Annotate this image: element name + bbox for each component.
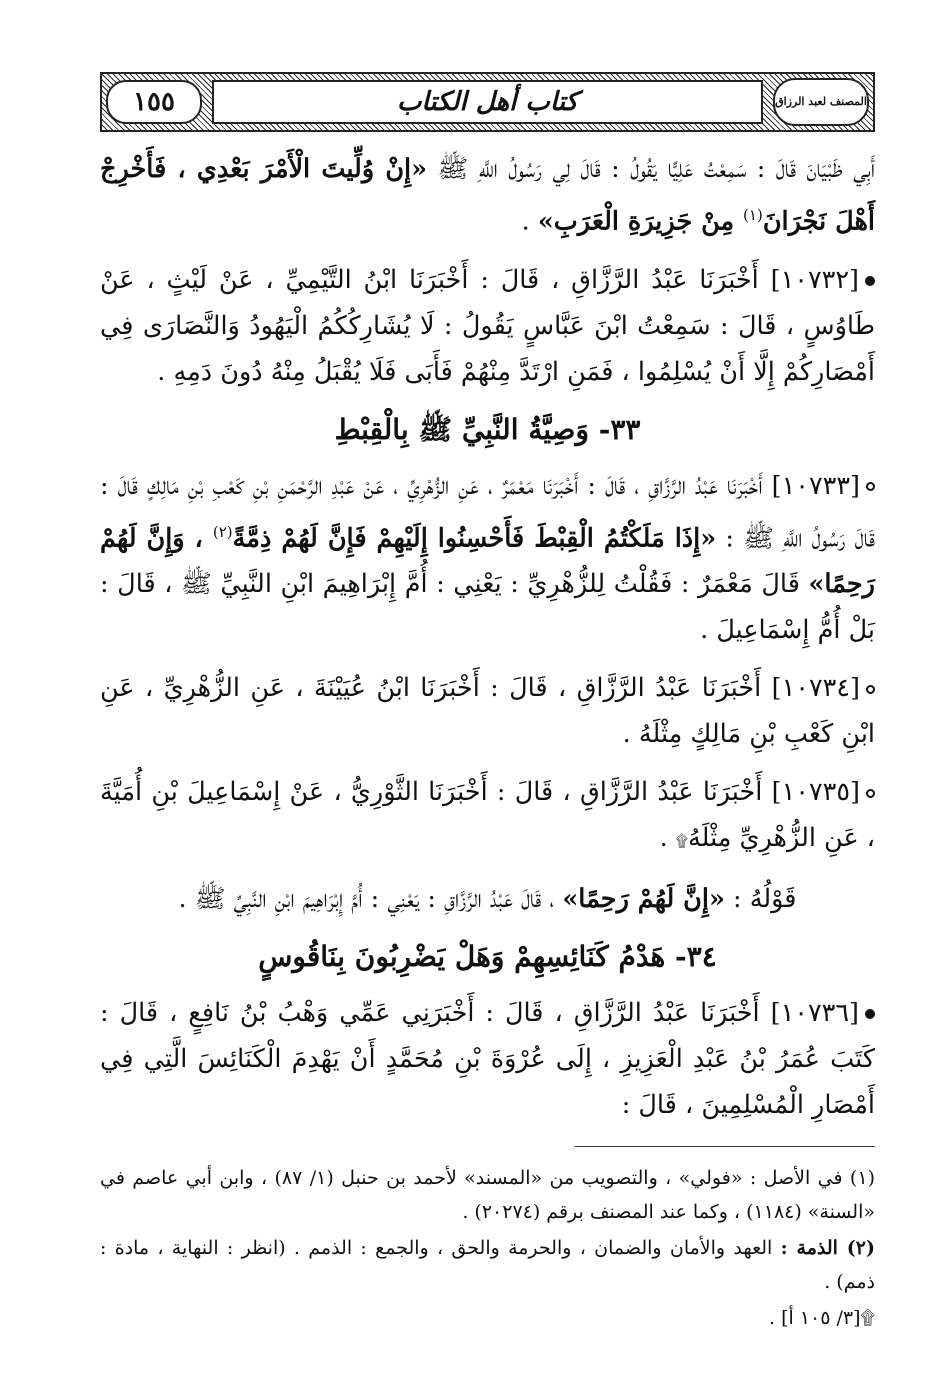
running-title: كتاب أهل الكتاب: [212, 80, 763, 124]
section-heading-33: ٣٣- وَصِيَّةُ النَّبِيِّ ﷺ بِالْقِبْطِ: [334, 412, 641, 446]
footnote-1: (١) في الأصل : «فولي» ، والتصويب من «المسند» لأحمد بن حنبل (١/ ٨٧) ، وابن أبي عاصم في «السنة» (١١٨٤) ، وكما عند المصنف برقم (٢٠٢٧٤) .: [100, 1167, 875, 1223]
narration-number: [١٠٧٣٤]: [771, 673, 860, 703]
narration-10732: [١٠٧٣٢] أَخْبَرَنَا عَبْدُ الرَّزَّاقِ ، قَالَ : أَخْبَرَنَا ابْنُ التَّيْمِيِّ ، عَنْ لَيْثٍ ، عَنْ طَاوُسٍ ، قَالَ : سَمِعْتُ ابْنَ عَبَّاسٍ يَقُولُ : لَا يُشَارِكُكُمُ الْيَهُودُ وَالنَّصَارَى فِي أَمْصَارِكُمْ إِلَّا أَنْ يُسْلِمُوا ، فَمَنِ ارْتَدَّ مِنْهُمْ فَأَبَى فَلَا يُقْبَلُ مِنْهُ دُونَ دَمِهِ .: [100, 264, 875, 387]
hadith-quote: «إِنْ وُلِّيتَ الْأَمْرَ بَعْدِي ، فَأَخْرِجْ أَهْلَ نَجْرَانَ: [100, 154, 875, 237]
footnote-ref-1[interactable]: (١): [743, 206, 763, 224]
commentary-line: قَوْلُهُ : «إِنَّ لَهُمْ رَحِمًا» ، قَالَ عَبْدُ الرَّزَّاقِ : يَعْنِي : أُمَّ إِبْرَاهِيمَ ابْنِ النَّبِيِّ ﷺ .: [178, 884, 797, 914]
paragraph-continuation: أَبِي ظَبْيَانَ قَالَ : سَمِعْتُ عَلِيًّا يَقُولُ : قَالَ لِي رَسُولُ اللَّهِ ﷺ «إِنْ وُلِّيتَ الْأَمْرَ بَعْدِي ، فَأَخْرِجْ أَهْلَ نَجْرَانَ$^{(١)}$ مِنْ جَزِيرَةِ الْعَرَبِ» .: [100, 154, 875, 237]
narration-number: [١٠٧٣٢]: [770, 264, 859, 295]
ring-icon: [866, 482, 875, 491]
ring-icon: [866, 685, 875, 694]
narration-10735: [١٠٧٣٥] أَخْبَرَنَا عَبْدُ الرَّزَّاقِ ، قَالَ : أَخْبَرَنَا الثَّوْرِيُّ ، عَنْ إِسْمَاعِيلَ بْنِ أُمَيَّةَ ، عَنِ الزُّهْرِيِّ مِثْلَهُ۩ .: [100, 777, 875, 853]
hadith-quote: «إِنَّ لَهُمْ رَحِمًا»: [562, 884, 725, 914]
footnote-ref-2[interactable]: (٢): [212, 522, 233, 541]
footnote-2-label: (٢) الذمة :: [780, 1237, 875, 1259]
ring-icon: [866, 789, 875, 798]
narration-10733: [١٠٧٣٣] أَخْبَرَنَا عَبْدُ الرَّزَّاقِ ، قَالَ : أَخْبَرَنَا مَعْمَرٌ ، عَنِ الزُّهْرِيِّ ، عَنْ عَبْدِ الرَّحْمَنِ بْنِ كَعْبِ بْنِ مَالِكٍ قَالَ : قَالَ رَسُولُ اللَّهِ ﷺ : «إِذَا مَلَكْتُمُ الْقِبْطَ فَأَحْسِنُوا إِلَيْهِمْ فَإِنَّ لَهُمْ ذِمَّةً$^{(٢)}$ ، وَإِنَّ لَهُمْ رَحِمًا» قَالَ مَعْمَرٌ : فَقُلْتُ لِلزُّهْرِيِّ : يَعْنِي : أُمَّ إِبْرَاهِيمَ ابْنِ النَّبِيِّ ﷺ ، قَالَ : بَلْ أُمُّ إِسْمَاعِيلَ .: [100, 470, 875, 645]
footnote-2: (٢) الذمة : العهد والأمان والضمان ، والحرمة والحق ، والجمع : الذمم . (انظر : النهاية ، مادة : ذمم) .: [100, 1237, 875, 1293]
hadith-quote: «إِذَا مَلَكْتُمُ الْقِبْطَ فَأَحْسِنُوا إِلَيْهِمْ فَإِنَّ لَهُمْ ذِمَّةً: [232, 523, 717, 553]
main-text: [100, 146, 875, 1128]
narration-number: [١٠٧٣٦]: [770, 998, 859, 1028]
footnotes: [100, 1161, 875, 1335]
narration-10736: [١٠٧٣٦] أَخْبَرَنَا عَبْدُ الرَّزَّاقِ ، قَالَ : أَخْبَرَنِي عَمِّي وَهْبُ بْنُ نَافِعٍ ، قَالَ : كَتَبَ عُمَرُ بْنُ عَبْدِ الْعَزِيزِ ، إِلَى عُرْوَةَ بْنِ مُحَمَّدٍ أَنْ يَهْدِمَ الْكَنَائِسَ الَّتِي فِي أَمْصَارِ الْمُسْلِمِينَ ، قَالَ :: [100, 998, 875, 1120]
bullet-icon: [865, 276, 875, 286]
footnote-separator: [575, 1146, 875, 1147]
narration-number: [١٠٧٣٣]: [771, 470, 860, 501]
manuscript-folio-ref: ۩[٣/ ١٠٥ أ] .: [769, 1307, 875, 1329]
book-emblem: المصنف لعبد الرزاق: [773, 78, 869, 126]
manuscript-marker-icon: ۩: [675, 831, 688, 850]
bullet-icon: [865, 1009, 875, 1019]
section-heading-34: ٣٤- هَدْمُ كَنَائِسِهِمْ وَهَلْ يَضْرِبُونَ بِنَاقُوسٍ: [258, 940, 717, 973]
page-number: ١٥٥: [106, 80, 202, 124]
page-header: [100, 72, 875, 132]
page: [100, 72, 875, 1332]
narration-number: [١٠٧٣٥]: [771, 777, 860, 807]
narration-10734: [١٠٧٣٤] أَخْبَرَنَا عَبْدُ الرَّزَّاقِ ، قَالَ : أَخْبَرَنَا ابْنُ عُيَيْنَةَ ، عَنِ الزُّهْرِيِّ ، عَنِ ابْنِ كَعْبِ بْنِ مَالِكٍ مِثْلَهُ .: [100, 673, 875, 749]
